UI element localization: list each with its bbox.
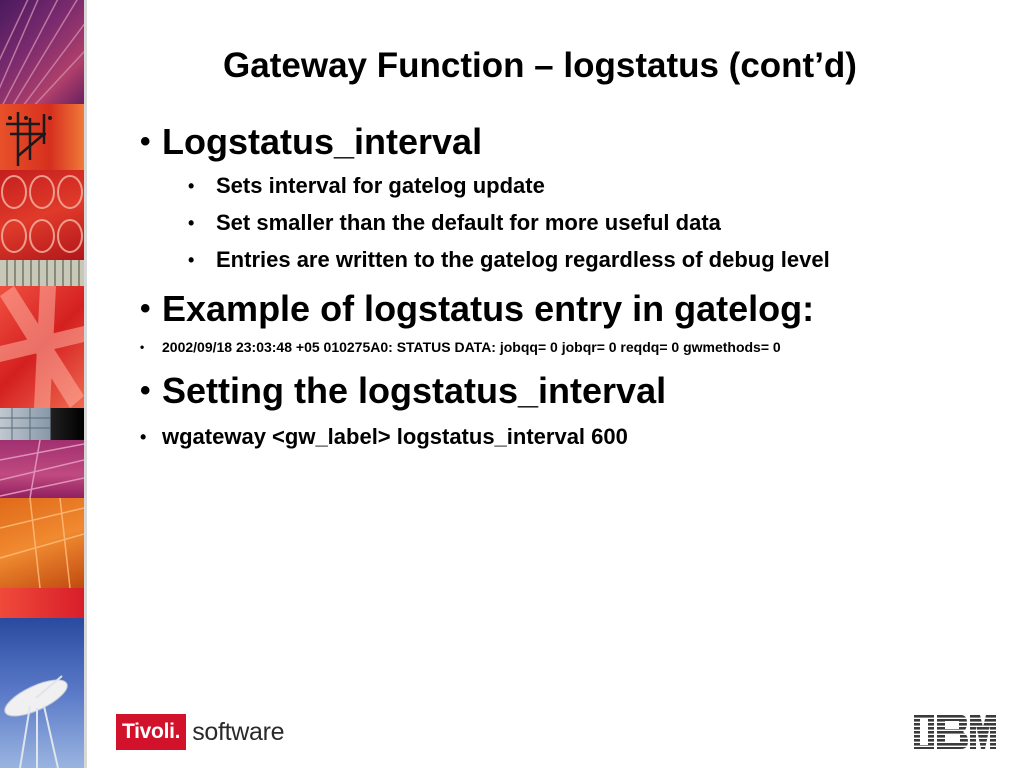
bullet-marker: • — [188, 176, 195, 196]
tivoli-logo — [116, 713, 284, 751]
bullet-marker: • — [140, 427, 147, 447]
bullet-text: Logstatus_interval — [162, 121, 483, 162]
bullet-text: Sets interval for gatelog update — [216, 173, 545, 198]
strip-tile-red-lines — [0, 104, 84, 170]
bullet-text: 2002/09/18 23:03:48 +05 010275A0: STATUS DATA: jobqq= 0 jobqr= 0 reqdq= 0 gwmethods= 0 — [162, 339, 781, 355]
strip-tile-red-band — [0, 588, 84, 618]
bullet-marker: • — [140, 340, 145, 354]
strip-tile-orange-field — [0, 498, 84, 588]
bullet-text: Example of logstatus entry in gatelog: — [162, 288, 815, 329]
strip-tile-building — [0, 408, 84, 440]
tivoli-logo-word: software — [192, 717, 285, 746]
bullet-marker: • — [140, 292, 151, 325]
slide-title: Gateway Function – logstatus (cont’d) — [223, 46, 857, 85]
strip-tile-red-gauges — [0, 170, 84, 260]
strip-tile-red-star — [0, 286, 84, 408]
strip-tile-purple-fan — [0, 0, 84, 104]
bullet-text: Setting the logstatus_interval — [162, 370, 667, 411]
bullet-marker: • — [140, 125, 151, 158]
ibm-logo — [914, 715, 996, 749]
bullet-text: wgateway <gw_label> logstatus_interval 600 — [162, 424, 628, 449]
strip-tile-blue-sky — [0, 618, 84, 768]
strip-tile-window-blinds — [0, 260, 84, 286]
tivoli-logo-box: Tivoli. — [116, 714, 186, 750]
strip-tile-magenta-lines — [0, 440, 84, 498]
decorative-photo-strip — [0, 0, 84, 768]
strip-divider — [84, 0, 87, 768]
bullet-text: Set smaller than the default for more useful data — [216, 210, 721, 235]
bullet-marker: • — [140, 374, 151, 407]
bullet-marker: • — [188, 213, 195, 233]
bullet-marker: • — [188, 250, 195, 270]
bullet-text: Entries are written to the gatelog regardless of debug level — [216, 247, 830, 272]
